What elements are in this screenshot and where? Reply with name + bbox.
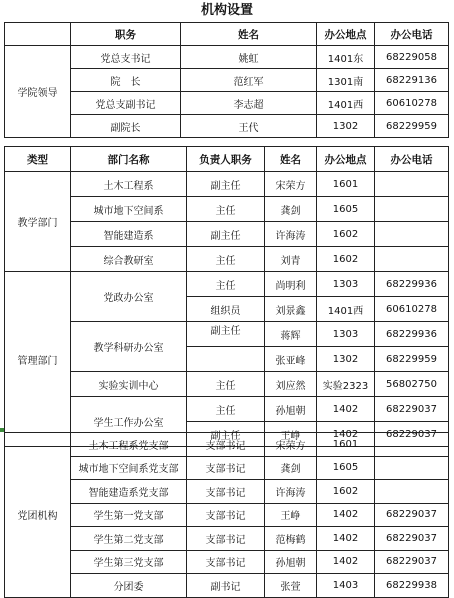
cell-name: 张萱: [265, 574, 317, 598]
cell-dept: 智能建造系: [71, 222, 187, 247]
cell-name: 宋荣方: [265, 433, 317, 457]
cell-phone: [375, 222, 449, 247]
cell-phone: [375, 480, 449, 504]
cell-location: 1602: [317, 480, 375, 504]
header-name: 姓名: [181, 23, 317, 46]
cell-location: 1601: [317, 433, 375, 457]
group-label: 教学部门: [5, 172, 71, 272]
departments-table: [4, 146, 449, 447]
cell-phone: [375, 197, 449, 222]
header-dept: 部门名称: [71, 147, 187, 172]
cell-location: 1303: [317, 272, 375, 297]
table-row: [5, 397, 449, 422]
header-location: 办公地点: [317, 23, 375, 46]
table-header-row: [5, 147, 449, 172]
cell-location: 1302: [317, 115, 375, 138]
cell-position: 副院长: [71, 115, 181, 138]
cell-name: 孙旭朝: [265, 550, 317, 574]
cell-dept: 实验实训中心: [71, 372, 187, 397]
cell-phone: 68229058: [375, 46, 449, 69]
cell-phone: 68229037: [375, 422, 449, 447]
table-row: [5, 69, 449, 92]
cell-location: 1303: [317, 322, 375, 347]
table-row: [5, 272, 449, 297]
table-row: [5, 480, 449, 504]
header-phone: 办公电话: [375, 147, 449, 172]
table-row: [5, 503, 449, 527]
cell-phone: 60610278: [375, 92, 449, 115]
cell-phone: [375, 247, 449, 272]
cell-name: 范梅鹤: [265, 527, 317, 551]
cell-dept: 城市地下空间系党支部: [71, 456, 187, 480]
table-row: [5, 550, 449, 574]
cell-role: 支部书记: [187, 550, 265, 574]
cell-role: 主任: [187, 372, 265, 397]
blank-cell: [5, 23, 71, 46]
cell-name: 许海涛: [265, 480, 317, 504]
cell-phone: 60610278: [375, 297, 449, 322]
cell-name: 刘青: [265, 247, 317, 272]
cell-name: 龚剑: [265, 456, 317, 480]
cell-phone: 68229037: [375, 527, 449, 551]
cell-dept: 学生第二党支部: [71, 527, 187, 551]
cell-dept: 土木工程系党支部: [71, 433, 187, 457]
cell-phone: 56802750: [375, 372, 449, 397]
cell-name: 孙旭朝: [265, 397, 317, 422]
cell-name: 龚剑: [265, 197, 317, 222]
cell-location: 1402: [317, 422, 375, 447]
cell-location: 实验2323: [317, 372, 375, 397]
table-row: [5, 172, 449, 197]
cell-location: 1601: [317, 172, 375, 197]
cell-position: 党总支副书记: [71, 92, 181, 115]
cell-name: 王峥: [265, 503, 317, 527]
cell-role: 副书记: [187, 574, 265, 598]
cell-location: 1402: [317, 527, 375, 551]
table-row: [5, 527, 449, 551]
cell-location: 1605: [317, 456, 375, 480]
cell-location: 1602: [317, 222, 375, 247]
cell-dept: 分团委: [71, 574, 187, 598]
cell-role: 支部书记: [187, 527, 265, 551]
cell-dept: 学生第三党支部: [71, 550, 187, 574]
table-row: [5, 574, 449, 598]
table-row: [5, 247, 449, 272]
cell-phone: [375, 433, 449, 457]
cell-name: 刘景鑫: [265, 297, 317, 322]
cell-name: 范红军: [181, 69, 317, 92]
cell-dept: 教学科研办公室: [71, 322, 187, 372]
cell-dept: 学生第一党支部: [71, 503, 187, 527]
cell-name: 姚虹: [181, 46, 317, 69]
header-phone: 办公电话: [375, 23, 449, 46]
group-label: 党团机构: [5, 433, 71, 598]
cell-position: 院 长: [71, 69, 181, 92]
cell-location: 1605: [317, 197, 375, 222]
cell-location: 1401西: [317, 297, 375, 322]
group-label: 学院领导: [5, 46, 71, 138]
table-row: [5, 197, 449, 222]
cell-name: 许海涛: [265, 222, 317, 247]
cell-role: 支部书记: [187, 433, 265, 457]
cell-role: 副主任: [187, 222, 265, 247]
table-row: [5, 92, 449, 115]
cell-location: 1602: [317, 247, 375, 272]
cell-role: 副主任: [187, 422, 265, 447]
table-row: [5, 456, 449, 480]
cell-location: 1401东: [317, 46, 375, 69]
cell-name: 蒋辉: [265, 322, 317, 347]
cell-name: 刘应然: [265, 372, 317, 397]
page-title: 机构设置: [200, 3, 253, 18]
cell-dept: 综合教研室: [71, 247, 187, 272]
cell-dept: 智能建造系党支部: [71, 480, 187, 504]
header-role: 负责人职务: [187, 147, 265, 172]
header-position: 职务: [71, 23, 181, 46]
cell-role: 主任: [187, 397, 265, 422]
cell-role: 支部书记: [187, 503, 265, 527]
cell-phone: [375, 172, 449, 197]
cell-phone: 68229037: [375, 503, 449, 527]
party-table: [4, 432, 449, 598]
header-name: 姓名: [265, 147, 317, 172]
cell-role: 副主任: [187, 172, 265, 197]
cell-role: 主任: [187, 272, 265, 297]
header-location: 办公地点: [317, 147, 375, 172]
cell-location: 1402: [317, 550, 375, 574]
cell-location: 1403: [317, 574, 375, 598]
cell-location: 1302: [317, 347, 375, 372]
cell-role: 副主任: [187, 322, 265, 347]
cell-phone: 68229959: [375, 347, 449, 372]
cell-role: 支部书记: [187, 480, 265, 504]
cell-location: 1401西: [317, 92, 375, 115]
cell-dept: 学生工作办公室: [71, 397, 187, 447]
cell-position: 党总支书记: [71, 46, 181, 69]
cell-role: 主任: [187, 197, 265, 222]
cell-dept: 党政办公室: [71, 272, 187, 322]
cell-location: 1301南: [317, 69, 375, 92]
cell-name: 王峥: [265, 422, 317, 447]
table-row: [5, 46, 449, 69]
cell-phone: 68229037: [375, 397, 449, 422]
cell-role: 主任: [187, 247, 265, 272]
cell-phone: 68229936: [375, 322, 449, 347]
cell-phone: 68229136: [375, 69, 449, 92]
cell-name: 尚明利: [265, 272, 317, 297]
cell-phone: 68229936: [375, 272, 449, 297]
cell-phone: 68229938: [375, 574, 449, 598]
cell-name: 王代: [181, 115, 317, 138]
table-row: [5, 433, 449, 457]
table-header-row: [5, 23, 449, 46]
group-label: 管理部门: [5, 272, 71, 447]
cell-dept: 城市地下空间系: [71, 197, 187, 222]
cell-phone: [375, 456, 449, 480]
cell-role: [187, 347, 265, 372]
cell-phone: 68229959: [375, 115, 449, 138]
cell-name: 宋荣方: [265, 172, 317, 197]
cell-location: 1402: [317, 503, 375, 527]
cell-dept: 土木工程系: [71, 172, 187, 197]
header-type: 类型: [5, 147, 71, 172]
cell-phone: 68229037: [375, 550, 449, 574]
cell-role: 支部书记: [187, 456, 265, 480]
table-row: [5, 222, 449, 247]
table-row: [5, 322, 449, 347]
leadership-table: [4, 22, 449, 138]
table-row: [5, 372, 449, 397]
table-row: [5, 115, 449, 138]
cell-role: 组织员: [187, 297, 265, 322]
cell-name: 李志超: [181, 92, 317, 115]
cell-name: 张亚峰: [265, 347, 317, 372]
cell-location: 1402: [317, 397, 375, 422]
